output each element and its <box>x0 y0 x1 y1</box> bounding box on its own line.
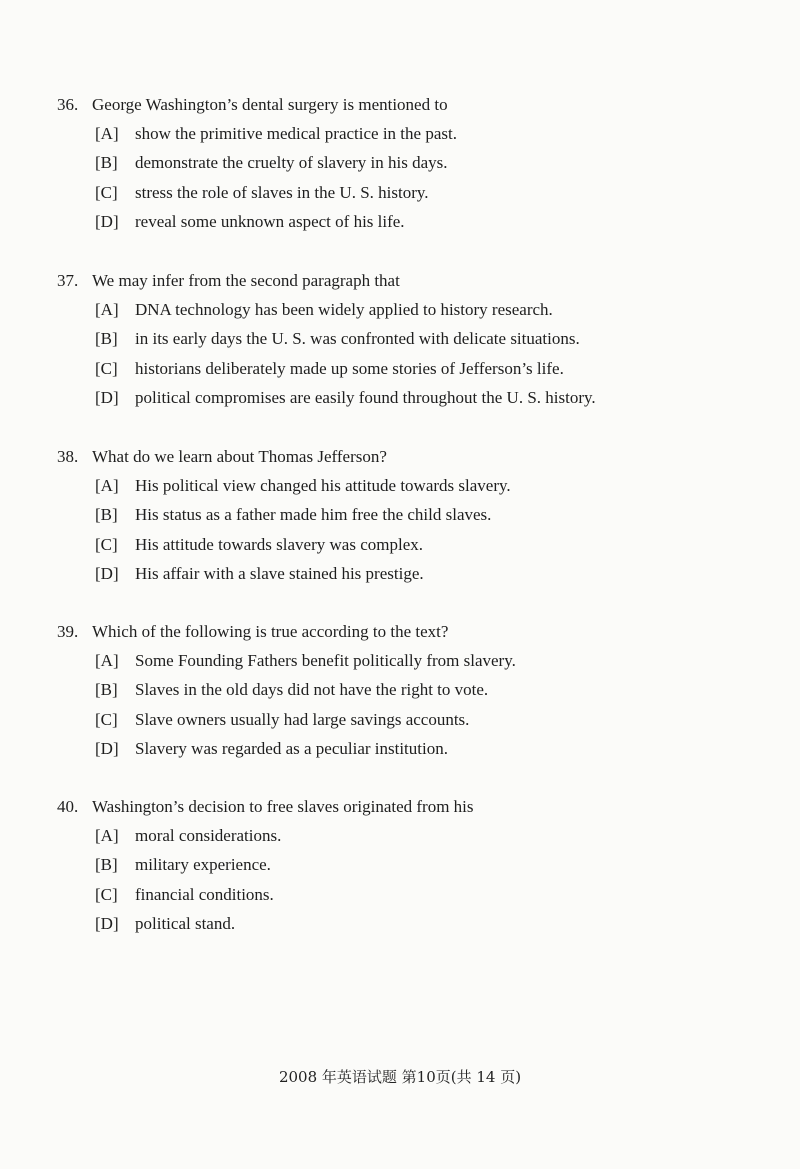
question-stem <box>57 442 757 471</box>
option-label: [B] <box>95 680 118 700</box>
option-a <box>57 646 757 675</box>
question-text: Which of the following is true according to the text? <box>92 622 449 641</box>
question-39 <box>57 617 757 763</box>
option-b <box>57 850 757 879</box>
option-a <box>57 295 757 324</box>
option-d <box>57 383 757 412</box>
option-c <box>57 705 757 734</box>
option-b <box>57 148 757 177</box>
option-text: Slaves in the old days did not have the right to vote. <box>135 680 489 700</box>
option-b <box>57 324 757 353</box>
option-text: reveal some unknown aspect of his life. <box>135 211 405 231</box>
question-stem <box>57 792 757 821</box>
page-footer: 2008 年英语试题 第10页(共 14 页) <box>278 1068 522 1086</box>
option-c <box>57 530 757 559</box>
option-text: demonstrate the cruelty of slavery in his days. <box>135 153 448 173</box>
question-stem <box>57 617 757 646</box>
option-label: [B] <box>95 153 118 173</box>
option-label: [D] <box>95 913 119 933</box>
option-d <box>57 909 757 938</box>
question-40 <box>57 792 757 938</box>
option-label: [C] <box>95 358 118 378</box>
option-label: [B] <box>95 855 118 875</box>
option-label: [A] <box>95 476 119 495</box>
option-label: [A] <box>95 124 119 143</box>
option-text: moral considerations. <box>135 826 282 845</box>
question-number: 36. <box>57 95 79 114</box>
option-label: [D] <box>95 563 119 583</box>
question-number: 37. <box>57 271 79 290</box>
question-number: 40. <box>57 797 79 816</box>
option-text: His status as a father made him free the child slaves. <box>135 505 492 525</box>
option-text: political stand. <box>135 913 236 933</box>
option-label: [C] <box>95 182 118 202</box>
option-label: [A] <box>95 651 119 670</box>
question-text: We may infer from the second paragraph that <box>92 271 400 290</box>
option-label: [C] <box>95 534 118 554</box>
option-d <box>57 559 757 588</box>
question-number: 38. <box>57 447 79 466</box>
option-c <box>57 178 757 207</box>
option-d <box>57 207 757 236</box>
question-text: George Washington’s dental surgery is mentioned to <box>92 95 448 114</box>
option-label: [D] <box>95 738 119 758</box>
option-b <box>57 675 757 704</box>
question-38 <box>57 442 757 588</box>
option-c <box>57 354 757 383</box>
option-a <box>57 119 757 148</box>
question-36 <box>57 90 757 236</box>
option-label: [B] <box>95 329 118 349</box>
option-label: [C] <box>95 884 118 904</box>
option-label: [A] <box>95 300 119 319</box>
option-label: [D] <box>95 211 119 231</box>
option-text: Slavery was regarded as a peculiar institution. <box>135 738 448 758</box>
option-label: [C] <box>95 709 118 729</box>
option-text: stress the role of slaves in the U. S. history. <box>135 182 429 202</box>
option-text: Slave owners usually had large savings accounts. <box>135 709 470 729</box>
option-text: in its early days the U. S. was confronted with delicate situations. <box>135 329 580 349</box>
option-text: historians deliberately made up some stories of Jefferson’s life. <box>135 358 564 378</box>
question-stem <box>57 90 757 119</box>
option-text: His attitude towards slavery was complex. <box>135 534 423 554</box>
option-a <box>57 821 757 850</box>
option-text: show the primitive medical practice in the past. <box>135 124 457 143</box>
option-label: [A] <box>95 826 119 845</box>
option-label: [D] <box>95 387 119 407</box>
option-text: Some Founding Fathers benefit politically from slavery. <box>135 651 516 670</box>
option-c <box>57 880 757 909</box>
option-d <box>57 734 757 763</box>
question-number: 39. <box>57 622 79 641</box>
option-label: [B] <box>95 505 118 525</box>
option-b <box>57 500 757 529</box>
option-a <box>57 471 757 500</box>
question-stem <box>57 266 757 295</box>
option-text: political compromises are easily found throughout the U. S. history. <box>135 387 596 407</box>
option-text: His political view changed his attitude towards slavery. <box>135 476 511 495</box>
option-text: military experience. <box>135 855 271 875</box>
question-text: What do we learn about Thomas Jefferson? <box>92 447 387 466</box>
option-text: DNA technology has been widely applied to history research. <box>135 300 553 319</box>
option-text: financial conditions. <box>135 884 274 904</box>
question-text: Washington’s decision to free slaves originated from his <box>92 797 474 816</box>
question-37 <box>57 266 757 412</box>
option-text: His affair with a slave stained his prestige. <box>135 563 424 583</box>
